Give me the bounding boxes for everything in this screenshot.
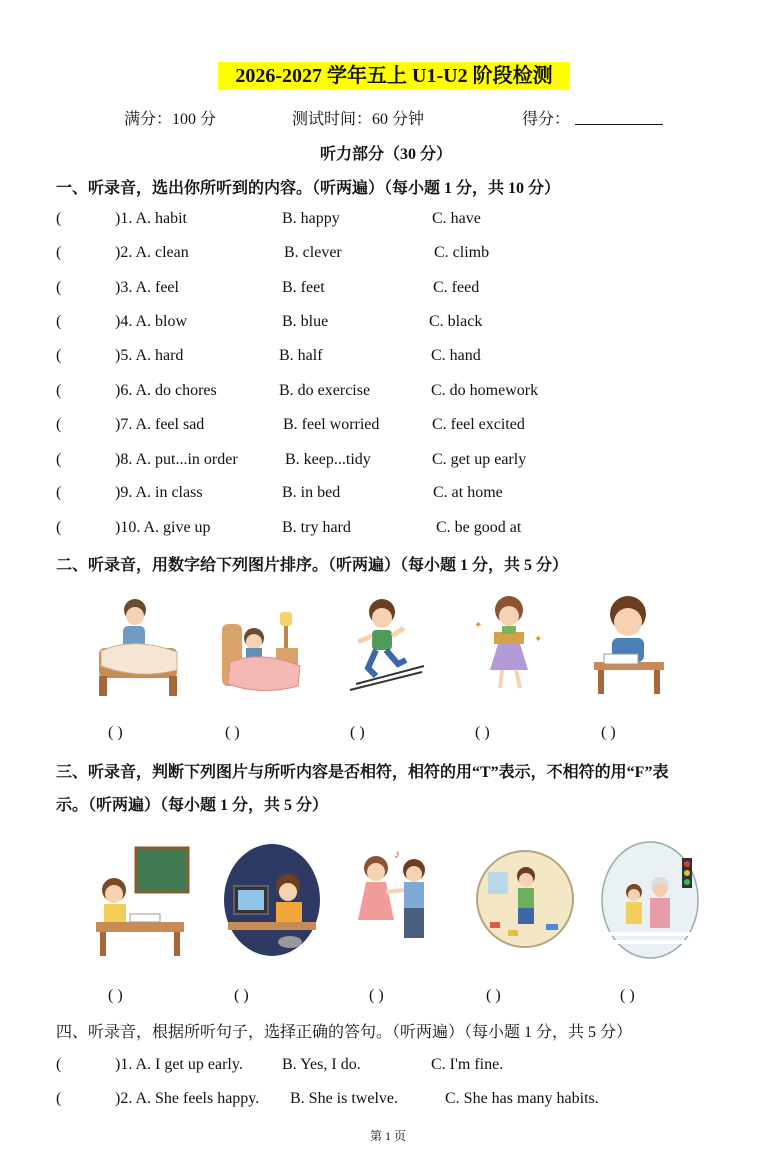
q4-1-paren[interactable]: ( <box>56 1056 62 1073</box>
q1-3-option-b: B. feet <box>282 279 325 296</box>
q1-6-option-c: C. do homework <box>431 382 539 399</box>
section4-heading: 四、听录音，根据所听句子，选择正确的答句。（听两遍）（每小题 1 分，共 5 分） <box>56 1024 633 1041</box>
messy-room-picture <box>476 842 574 956</box>
score-blank[interactable] <box>575 124 663 125</box>
q1-3-option-a: )3. A. feel <box>115 279 179 296</box>
making-bed-picture <box>93 596 183 700</box>
tf-answer-3[interactable]: ( ) <box>369 987 384 1004</box>
q4-2-option-a: )2. A. She feels happy. <box>115 1090 260 1107</box>
section3-heading-line2: 示。（听两遍）（每小题 1 分，共 5 分） <box>56 797 329 814</box>
q1-6-paren[interactable]: ( <box>56 382 62 399</box>
q4-2-paren[interactable]: ( <box>56 1090 62 1107</box>
q1-4-paren[interactable]: ( <box>56 313 62 330</box>
q1-3-option-c: C. feed <box>433 279 480 296</box>
q1-2-option-a: )2. A. clean <box>115 244 189 261</box>
q1-7-option-c: C. feel excited <box>432 416 525 433</box>
q1-7-option-a: )7. A. feel sad <box>115 416 205 433</box>
q1-8-option-c: C. get up early <box>432 451 527 468</box>
order-answer-3[interactable]: ( ) <box>350 724 365 741</box>
order-answer-2[interactable]: ( ) <box>225 724 240 741</box>
q1-10-option-a: )10. A. give up <box>115 519 211 536</box>
q1-8-option-a: )8. A. put...in order <box>115 451 238 468</box>
q1-5-paren[interactable]: ( <box>56 347 62 364</box>
q1-2-paren[interactable]: ( <box>56 244 62 261</box>
svg-text:✦: ✦ <box>474 620 483 631</box>
q1-8-paren[interactable]: ( <box>56 451 62 468</box>
section2-heading: 二、听录音，用数字给下列图片排序。（听两遍）（每小题 1 分，共 5 分） <box>56 557 569 574</box>
q1-1-option-b: B. happy <box>282 210 340 227</box>
q1-1-paren[interactable]: ( <box>56 210 62 227</box>
q4-1-option-a: )1. A. I get up early. <box>115 1056 243 1073</box>
q1-1-option-c: C. have <box>432 210 481 227</box>
q1-7-paren[interactable]: ( <box>56 416 62 433</box>
boy-gaming-at-night-picture <box>222 838 322 958</box>
q4-1-option-b: B. Yes, I do. <box>282 1056 361 1073</box>
q4-2-option-c: C. She has many habits. <box>445 1090 599 1107</box>
q1-10-option-b: B. try hard <box>282 519 351 536</box>
q1-8-option-b: B. keep...tidy <box>285 451 371 468</box>
excited-girl-picture <box>468 592 550 696</box>
full-score: 满分：100 分 <box>124 111 217 128</box>
q1-4-option-a: )4. A. blow <box>115 313 187 330</box>
q1-9-option-a: )9. A. in class <box>115 484 203 501</box>
test-time: 测试时间：60 分钟 <box>292 111 425 128</box>
section1-heading: 一、听录音，选出你所听到的内容。（听两遍）（每小题 1 分，共 10 分） <box>56 180 561 197</box>
q1-10-paren[interactable]: ( <box>56 519 62 536</box>
q1-10-option-c: C. be good at <box>436 519 522 536</box>
q1-4-option-c: C. black <box>429 313 483 330</box>
q1-5-option-a: )5. A. hard <box>115 347 184 364</box>
q4-2-option-b: B. She is twelve. <box>290 1090 398 1107</box>
helping-grandma-picture <box>600 838 702 960</box>
page-title: 2026-2027 学年五上 U1-U2 阶段检测 <box>218 62 570 90</box>
girl-in-classroom-picture <box>90 844 192 960</box>
q1-5-option-c: C. hand <box>431 347 481 364</box>
score-label: 得分： <box>522 111 571 128</box>
q1-2-option-b: B. clever <box>284 244 342 261</box>
listening-header: 听力部分（30 分） <box>320 146 453 163</box>
q1-7-option-b: B. feel worried <box>283 416 380 433</box>
q1-5-option-b: B. half <box>279 347 323 364</box>
order-answer-4[interactable]: ( ) <box>475 724 490 741</box>
q1-6-option-a: )6. A. do chores <box>115 382 217 399</box>
reading-in-bed-picture <box>218 604 304 698</box>
page-number: 第 1 页 <box>370 1129 407 1143</box>
q1-3-paren[interactable]: ( <box>56 279 62 296</box>
order-answer-1[interactable]: ( ) <box>108 724 123 741</box>
dancing-kids-picture <box>348 844 442 956</box>
worried-boy-picture <box>584 592 674 698</box>
q1-6-option-b: B. do exercise <box>279 382 371 399</box>
q1-1-option-a: )1. A. habit <box>115 210 187 227</box>
svg-text:✦: ✦ <box>534 634 543 645</box>
tf-answer-5[interactable]: ( ) <box>620 987 635 1004</box>
running-boy-picture <box>346 596 426 692</box>
tf-answer-2[interactable]: ( ) <box>234 987 249 1004</box>
tf-answer-1[interactable]: ( ) <box>108 987 123 1004</box>
order-answer-5[interactable]: ( ) <box>601 724 616 741</box>
q1-9-option-c: C. at home <box>433 484 503 501</box>
q1-9-option-b: B. in bed <box>282 484 341 501</box>
q4-1-option-c: C. I'm fine. <box>431 1056 504 1073</box>
q1-2-option-c: C. climb <box>434 244 490 261</box>
svg-text:♪: ♪ <box>394 847 400 861</box>
tf-answer-4[interactable]: ( ) <box>486 987 501 1004</box>
section3-heading-line1: 三、听录音，判断下列图片与所听内容是否相符，相符的用“T”表示，不相符的用“F”表 <box>56 764 669 781</box>
q1-9-paren[interactable]: ( <box>56 484 62 501</box>
q1-4-option-b: B. blue <box>282 313 329 330</box>
